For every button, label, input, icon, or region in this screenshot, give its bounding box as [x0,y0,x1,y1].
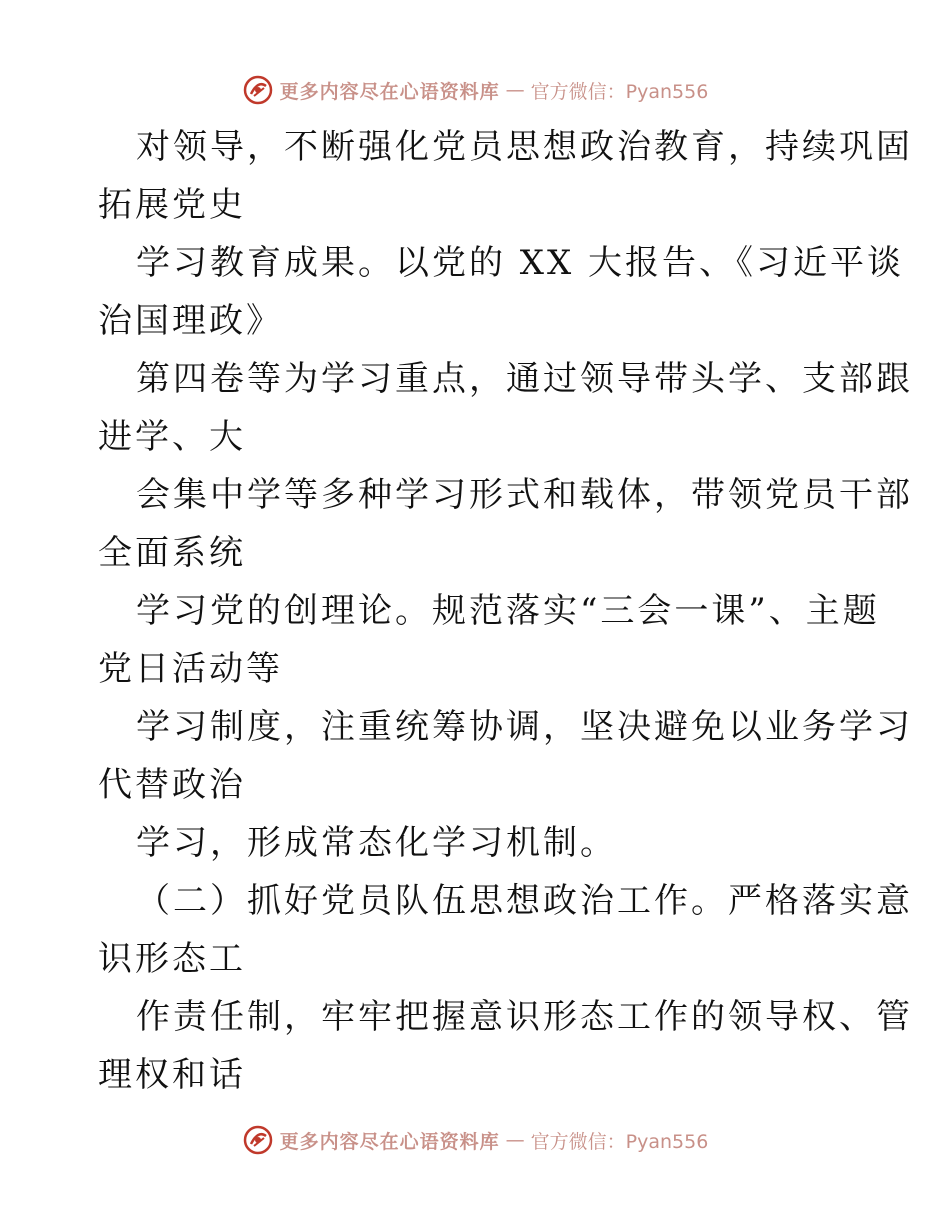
body-line: 识形态工 [98,939,246,979]
body-line: 对领导，不断强化党员思想政治教育，持续巩固 [136,127,913,167]
document-body [98,118,913,1104]
body-line: 学习党的创理论。规范落实“三会一课”、主题 [136,591,880,631]
watermark-dash: — [505,1129,525,1151]
body-line: 全面系统 [98,533,246,573]
body-line: 学习制度，注重统筹协调，坚决避免以业务学习 [136,707,913,747]
body-line: （二）抓好党员队伍思想政治工作。严格落实意 [136,881,913,921]
header-watermark [0,70,950,110]
watermark-wechat-text: 官方微信：Pyan556 [530,80,709,103]
watermark-brand-text: 更多内容尽在心语资料库 [279,1130,500,1153]
body-line: 作责任制，牢牢把握意识形态工作的领导权、管 [136,997,913,1037]
body-line: 进学、大 [98,417,246,457]
brand-logo-icon [242,1124,274,1156]
body-line: 理权和话 [98,1055,246,1095]
footer-watermark [0,1120,950,1160]
body-line: 代替政治 [98,765,246,805]
brand-logo-icon [242,74,274,106]
body-line: 学习，形成常态化学习机制。 [136,823,617,863]
body-line: 会集中学等多种学习形式和载体，带领党员干部 [136,475,913,515]
watermark-brand-text: 更多内容尽在心语资料库 [279,80,500,103]
body-line: 拓展党史 [98,185,246,225]
watermark-wechat-text: 官方微信：Pyan556 [530,1130,709,1153]
body-line: 治国理政》 [98,301,283,341]
body-line: 党日活动等 [98,649,283,689]
body-line: 第四卷等为学习重点，通过领导带头学、支部跟 [136,359,913,399]
watermark-dash: — [505,79,525,101]
body-line: 学习教育成果。以党的 XX 大报告、《习近平谈 [136,243,905,283]
